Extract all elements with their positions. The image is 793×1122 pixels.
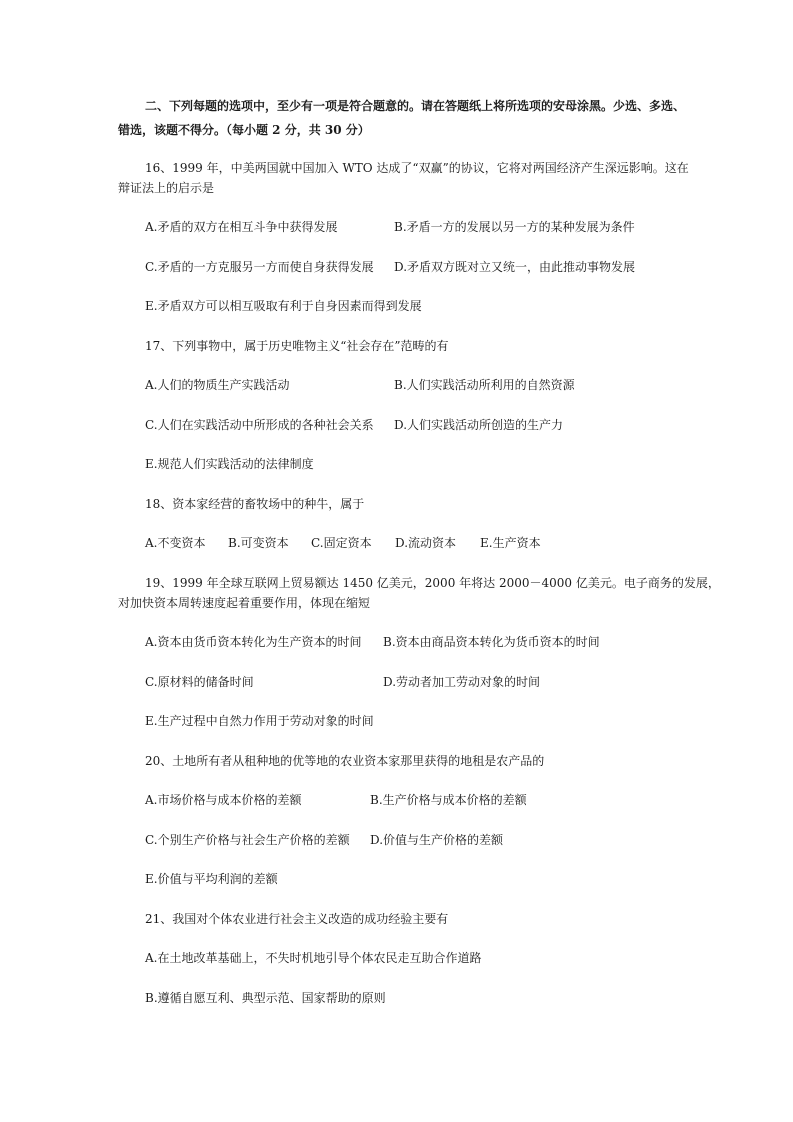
question-16-options-e <box>0 298 793 314</box>
question-16-options-ab <box>0 219 793 235</box>
section-header-line-2: 错选，该题不得分。（每小题 2 分，共 30 分） <box>118 123 370 137</box>
question-19-option-b: B.资本由商品资本转化为货币资本的时间 <box>383 635 600 649</box>
question-20-option-a: A.市场价格与成本价格的差额 <box>145 793 302 807</box>
question-17-options-ab <box>0 377 793 393</box>
question-17-option-b: B.人们实践活动所利用的自然资源 <box>394 378 575 392</box>
question-21-option-b: B.遵循自愿互利、典型示范、国家帮助的原则 <box>145 991 386 1005</box>
question-20-option-b: B.生产价格与成本价格的差额 <box>370 793 527 807</box>
question-20-stem <box>0 753 793 769</box>
question-16-option-a: A.矛盾的双方在相互斗争中获得发展 <box>145 220 338 234</box>
question-17-option-e: E.规范人们实践活动的法律制度 <box>145 457 314 471</box>
question-20-option-e: E.价值与平均利润的差额 <box>145 872 278 886</box>
question-20-stem-line-1: 20、土地所有者从租种地的优等地的农业资本家那里获得的地租是农产品的 <box>145 754 545 768</box>
question-18-options <box>0 535 793 551</box>
question-20-options-e <box>0 871 793 887</box>
question-17-stem-line-1: 17、下列事物中，属于历史唯物主义“社会存在”范畴的有 <box>145 339 449 353</box>
question-19-stem-cont <box>0 595 793 611</box>
question-17-option-c: C.人们在实践活动中所形成的各种社会关系 <box>145 418 374 432</box>
question-18-option-e: E.生产资本 <box>480 536 541 550</box>
question-19-stem <box>0 575 793 591</box>
section-header-line-1: 二、下列每题的选项中，至少有一项是符合题意的。请在答题纸上将所选项的安母涂黑。少选、多选、 <box>145 99 686 113</box>
question-19-stem-line-2: 对加快资本周转速度起着重要作用，体现在缩短 <box>118 596 371 610</box>
section-header-cont <box>0 122 793 138</box>
question-21-stem <box>0 911 793 927</box>
section-header <box>0 98 793 114</box>
question-17-option-d: D.人们实践活动所创造的生产力 <box>394 418 564 432</box>
question-19-option-e: E.生产过程中自然力作用于劳动对象的时间 <box>145 714 374 728</box>
question-18-option-d: D.流动资本 <box>395 536 457 550</box>
question-21-option-a: A.在土地改革基础上，不失时机地引导个体农民走互助合作道路 <box>145 951 482 965</box>
question-18-option-b: B.可变资本 <box>228 536 289 550</box>
question-16-option-b: B.矛盾一方的发展以另一方的某种发展为条件 <box>394 220 635 234</box>
question-19-options-e <box>0 713 793 729</box>
question-16-stem <box>0 160 793 176</box>
question-16-option-d: D.矛盾双方既对立又统一，由此推动事物发展 <box>394 260 636 274</box>
question-16-options-cd <box>0 259 793 275</box>
question-16-stem-cont <box>0 180 793 196</box>
question-19-option-d: D.劳动者加工劳动对象的时间 <box>383 675 541 689</box>
question-16-stem-line-1: 16、1999 年，中美两国就中国加入 WTO 达成了“双赢”的协议，它将对两国经济产生深远影响。这在 <box>145 161 689 175</box>
question-19-stem-line-1: 19、1999 年全球互联网上贸易额达 1450 亿美元，2000 年将达 2000－4000 亿美元。电子商务的发展， <box>145 576 720 590</box>
question-19-option-c: C.原材料的储备时间 <box>145 675 254 689</box>
question-18-option-a: A.不变资本 <box>145 536 206 550</box>
question-17-option-a: A.人们的物质生产实践活动 <box>145 378 290 392</box>
question-20-options-ab <box>0 792 793 808</box>
question-21-stem-line-1: 21、我国对个体农业进行社会主义改造的成功经验主要有 <box>145 912 449 926</box>
question-20-option-d: D.价值与生产价格的差额 <box>370 833 504 847</box>
question-16-option-c: C.矛盾的一方克服另一方而使自身获得发展 <box>145 260 374 274</box>
question-19-options-cd <box>0 674 793 690</box>
question-19-options-ab <box>0 634 793 650</box>
question-20-options-cd <box>0 832 793 848</box>
question-21-options-a <box>0 950 793 966</box>
question-17-options-cd <box>0 417 793 433</box>
question-17-options-e <box>0 456 793 472</box>
question-18-stem-line-1: 18、资本家经营的畜牧场中的种牛，属于 <box>145 497 365 511</box>
question-21-options-b <box>0 990 793 1006</box>
question-17-stem <box>0 338 793 354</box>
question-18-stem <box>0 496 793 512</box>
question-20-option-c: C.个别生产价格与社会生产价格的差额 <box>145 833 350 847</box>
question-16-stem-line-2: 辩证法上的启示是 <box>118 181 215 195</box>
question-19-option-a: A.资本由货币资本转化为生产资本的时间 <box>145 635 362 649</box>
question-18-option-c: C.固定资本 <box>311 536 372 550</box>
question-16-option-e: E.矛盾双方可以相互吸取有利于自身因素而得到发展 <box>145 299 422 313</box>
